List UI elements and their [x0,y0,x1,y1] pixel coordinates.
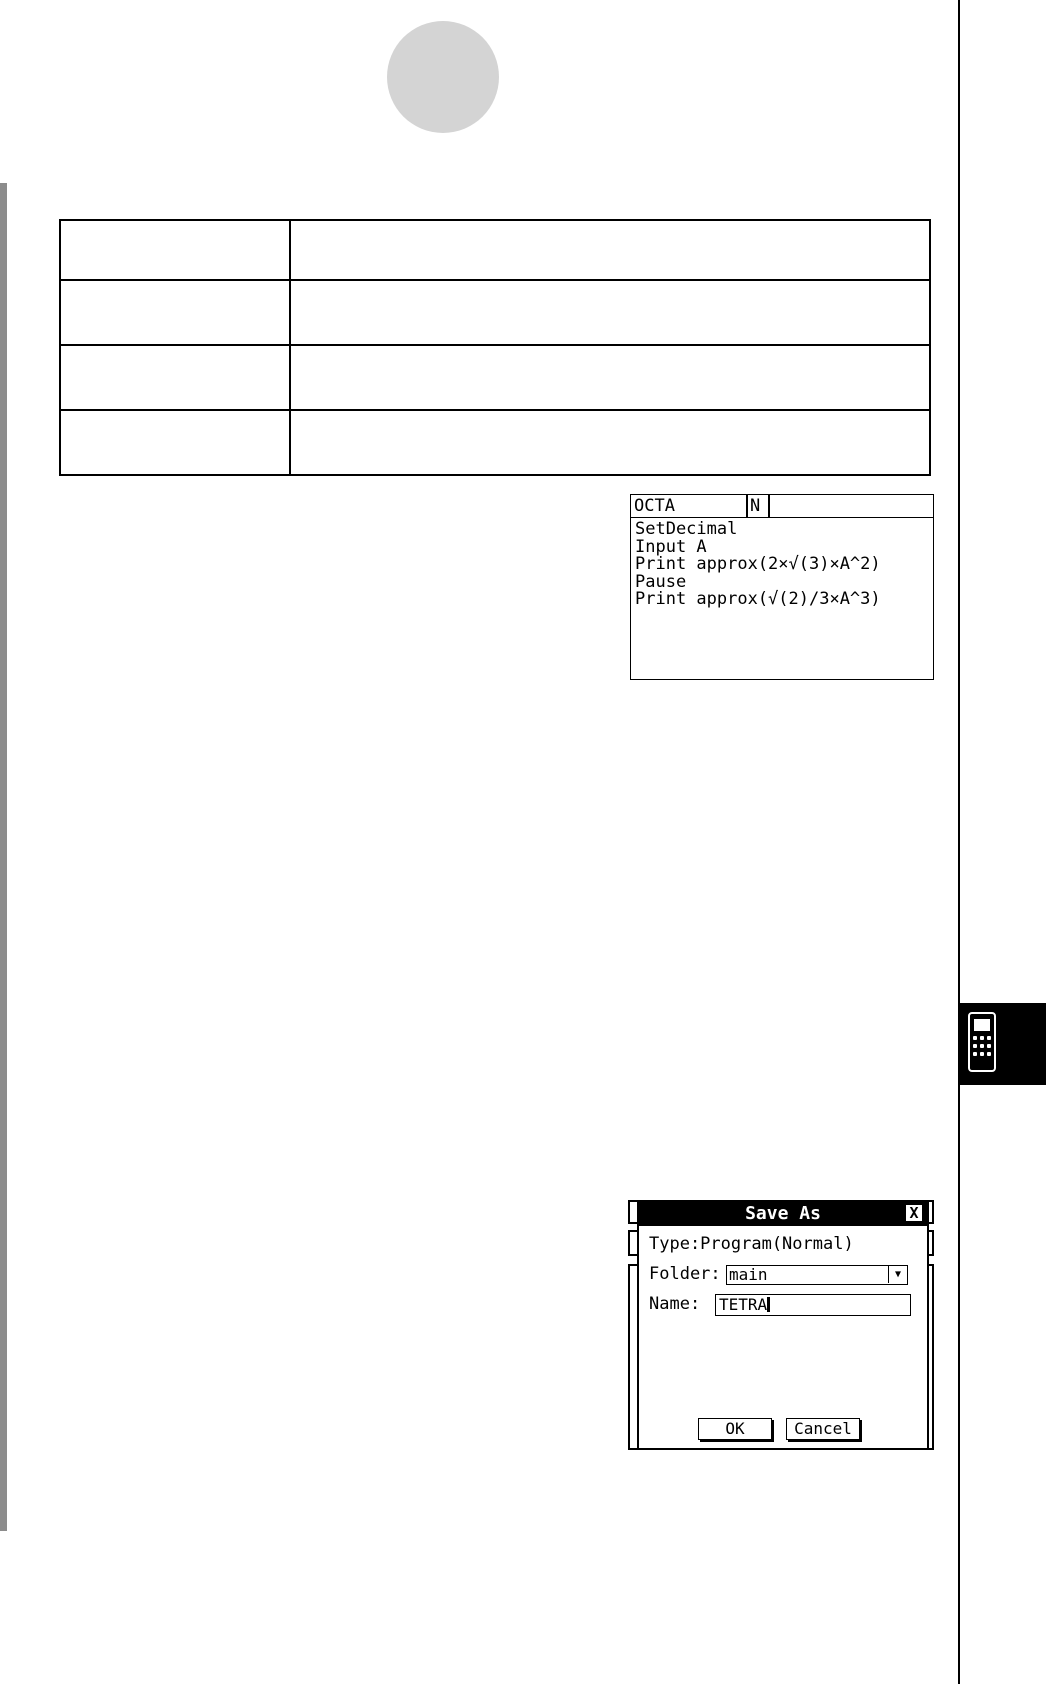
program-header [631,495,933,518]
left-margin-bar [0,183,7,1531]
program-code[interactable]: SetDecimal Input A Print approx(2×√(3)×A^2) Pause Print approx(√(2)/3×A^3) [635,519,881,609]
folder-value: main [729,1265,768,1284]
folder-select[interactable] [726,1265,908,1285]
program-name: OCTA [634,496,675,516]
chapter-side-tab [960,1003,1046,1085]
dialog-title-bar [639,1202,927,1226]
table-cell [60,345,290,410]
table-cell [290,410,930,475]
close-icon[interactable]: X [905,1204,923,1222]
type-text: Type:Program(Normal) [649,1234,854,1254]
program-type: N [750,496,761,516]
table-cell [60,410,290,475]
save-as-dialog [637,1200,929,1450]
text-cursor [767,1297,770,1312]
table-row [60,410,930,475]
program-editor-screenshot [630,494,934,680]
name-value: TETRA [719,1295,768,1314]
table-cell [60,280,290,345]
name-label: Name: [649,1294,701,1314]
chapter-circle [387,21,499,133]
calculator-icon [968,1012,996,1072]
table-cell [290,345,930,410]
name-field[interactable] [715,1294,911,1316]
table-cell [290,280,930,345]
save-as-screenshot [628,1200,934,1450]
ok-button[interactable]: OK [698,1418,772,1440]
chevron-down-icon[interactable]: ▼ [888,1266,907,1283]
blank-table [59,219,931,476]
table-cell [60,220,290,280]
table-row [60,345,930,410]
folder-label: Folder: [649,1264,721,1284]
table-row [60,280,930,345]
table-cell [290,220,930,280]
cancel-button[interactable]: Cancel [786,1418,860,1440]
table-row [60,220,930,280]
dialog-title: Save As [745,1203,821,1224]
right-margin-rule [958,0,960,1684]
